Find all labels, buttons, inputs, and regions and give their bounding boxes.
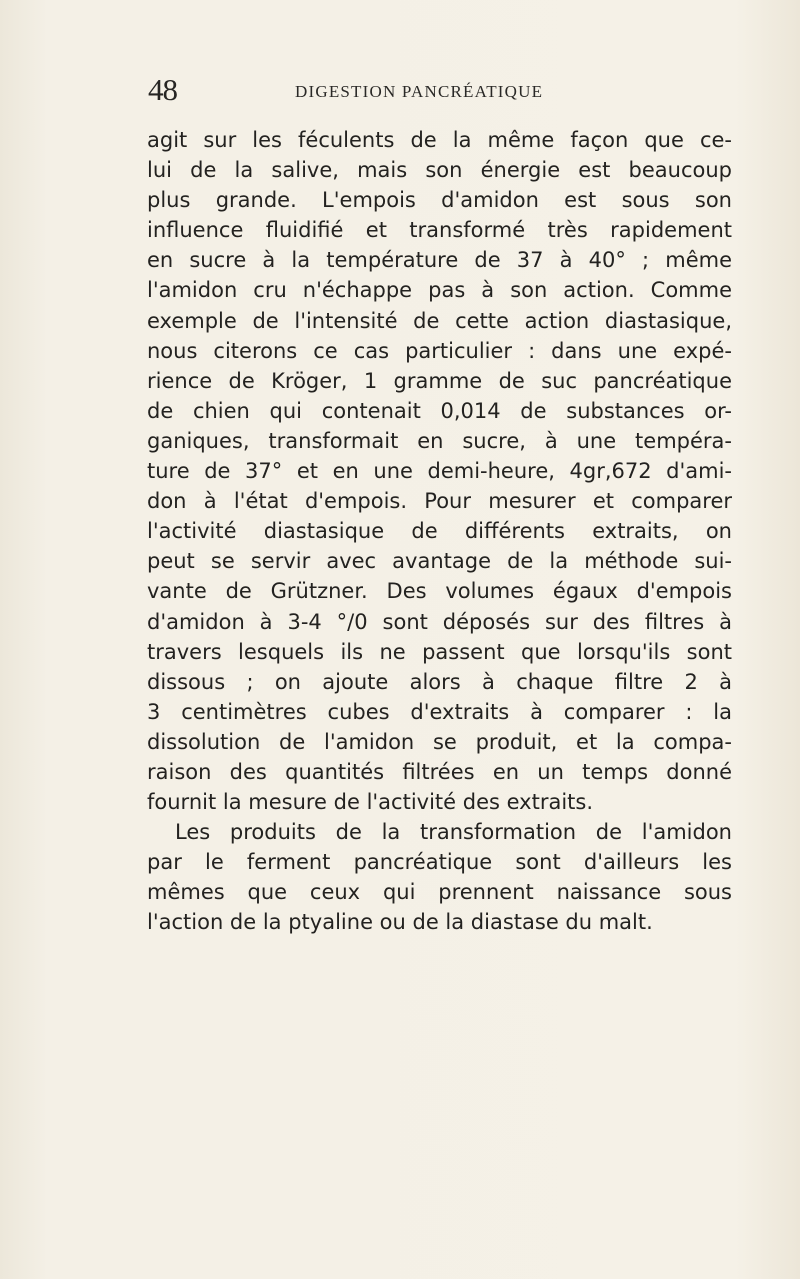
text-line: mêmes que ceux qui prennent naissance sous <box>147 880 732 905</box>
text-line: travers lesquels ils ne passent que lorsqu'ils sont <box>147 639 732 664</box>
text-line: dissous ; on ajoute alors à chaque filtre 2 à <box>147 669 732 694</box>
text-line: ganiques, transformait en sucre, à une tempéra- <box>147 428 732 453</box>
text-line: dissolution de l'amidon se produit, et la compa- <box>147 729 732 754</box>
page-number: 48 <box>148 72 177 107</box>
text-line: influence fluidifié et transformé très rapidement <box>147 218 732 243</box>
text-line: fournit la mesure de l'activité des extraits. <box>147 790 594 815</box>
text-line: l'activité diastasique de différents extraits, on <box>147 519 732 544</box>
text-line: plus grande. L'empois d'amidon est sous son <box>147 188 732 213</box>
text-line: lui de la salive, mais son énergie est beaucoup <box>147 158 732 183</box>
text-line: d'amidon à 3-4 °/0 sont déposés sur des filtres à <box>147 609 732 634</box>
text-line: ture de 37° et en une demi-heure, 4gr,672 d'ami- <box>147 459 732 484</box>
body-text <box>147 125 732 938</box>
text-line: par le ferment pancréatique sont d'ailleurs les <box>147 850 732 875</box>
text-line: nous citerons ce cas particulier : dans une expé- <box>147 338 732 363</box>
text-line: Les produits de la transformation de l'amidon <box>175 820 732 845</box>
text-line: de chien qui contenait 0,014 de substances or- <box>147 398 732 423</box>
text-line: en sucre à la température de 37 à 40° ; même <box>147 248 732 273</box>
text-line: peut se servir avec avantage de la méthode sui- <box>147 549 732 574</box>
text-line: rience de Kröger, 1 gramme de suc pancréatique <box>147 368 732 393</box>
text-line: 3 centimètres cubes d'extraits à comparer : la <box>147 699 732 724</box>
text-line: agit sur les féculents de la même façon que ce- <box>147 128 732 152</box>
text-line: raison des quantités filtrées en un temps donné <box>147 759 732 784</box>
running-head: DIGESTION PANCRÉATIQUE <box>295 82 544 101</box>
text-line: don à l'état d'empois. Pour mesurer et comparer <box>147 489 732 514</box>
text-line: l'amidon cru n'échappe pas à son action. Comme <box>147 278 732 303</box>
text-line: l'action de la ptyaline ou de la diastase du malt. <box>147 910 653 935</box>
text-line: vante de Grützner. Des volumes égaux d'empois <box>147 579 732 604</box>
text-line: exemple de l'intensité de cette action diastasique, <box>147 308 732 333</box>
page-header <box>148 72 728 112</box>
